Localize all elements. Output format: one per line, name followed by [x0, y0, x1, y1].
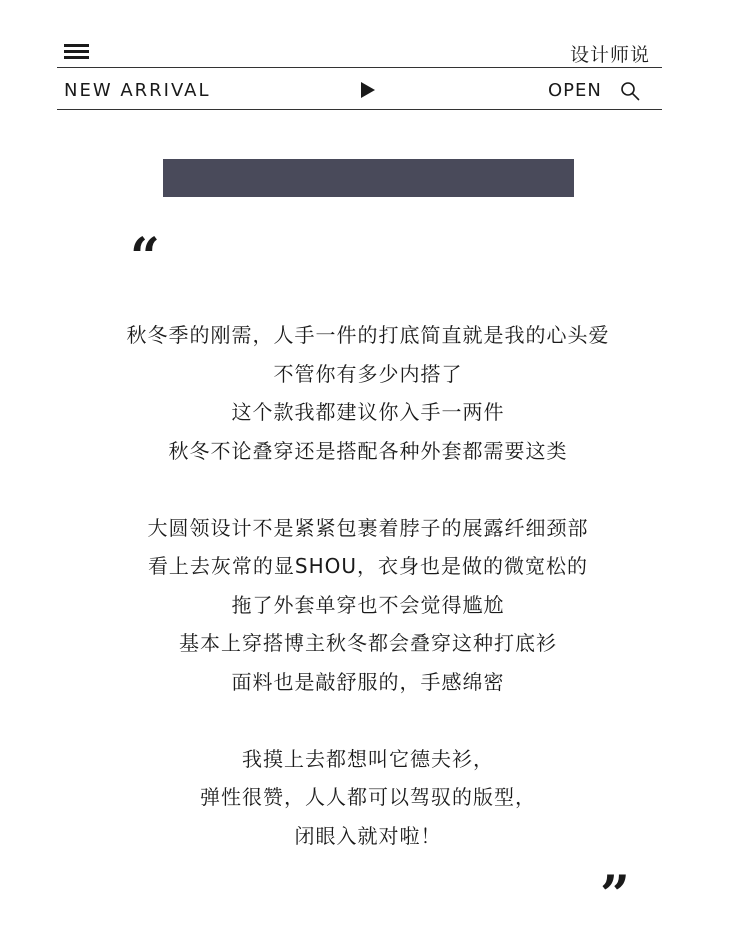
article-line: 秋冬季的刚需，人手一件的打底简直就是我的心头爱	[126, 323, 610, 347]
page-title: 设计师说	[569, 44, 650, 66]
article-line: 我摸上去都想叫它德夫衫，	[242, 746, 494, 771]
article-line: 弹性很赞，人人都可以驾驭的版型，	[200, 785, 536, 809]
article-line: 秋冬不论叠穿还是搭配各种外套都需要这类	[168, 438, 568, 463]
new-arrival-label[interactable]: NEW ARRIVAL	[64, 80, 211, 101]
article-line: 大圆领设计不是紧紧包裹着脖子的展露纤细颈部	[147, 515, 589, 540]
open-quote-mark: “	[130, 227, 160, 288]
open-label[interactable]: OPEN	[548, 80, 602, 101]
article-paragraph	[0, 740, 736, 856]
article-line: 拖了外套单穿也不会觉得尴尬	[231, 592, 505, 617]
article-body	[0, 316, 736, 894]
menu-bar	[64, 50, 89, 53]
header-divider	[57, 67, 662, 68]
nav-divider	[57, 109, 662, 110]
article-line: 看上去灰常的显SHOU，衣身也是做的微宽松的	[147, 554, 589, 578]
menu-bar	[64, 56, 89, 59]
article-paragraph	[0, 316, 736, 470]
article-line: 不管你有多少内搭了	[273, 361, 463, 386]
search-icon[interactable]	[620, 81, 640, 101]
close-quote-mark: ”	[600, 865, 630, 926]
menu-bar	[64, 44, 89, 47]
article-paragraph	[0, 509, 736, 702]
article-line: 面料也是敲舒服的，手感绵密	[231, 669, 505, 694]
article-line: 闭眼入就对啦！	[294, 823, 442, 848]
article-line: 基本上穿搭博主秋冬都会叠穿这种打底衫	[179, 631, 557, 655]
play-icon[interactable]	[361, 82, 375, 98]
article-line: 这个款我都建议你入手一两件	[231, 400, 505, 424]
banner-image	[163, 159, 574, 197]
hamburger-menu-icon[interactable]	[64, 44, 89, 60]
